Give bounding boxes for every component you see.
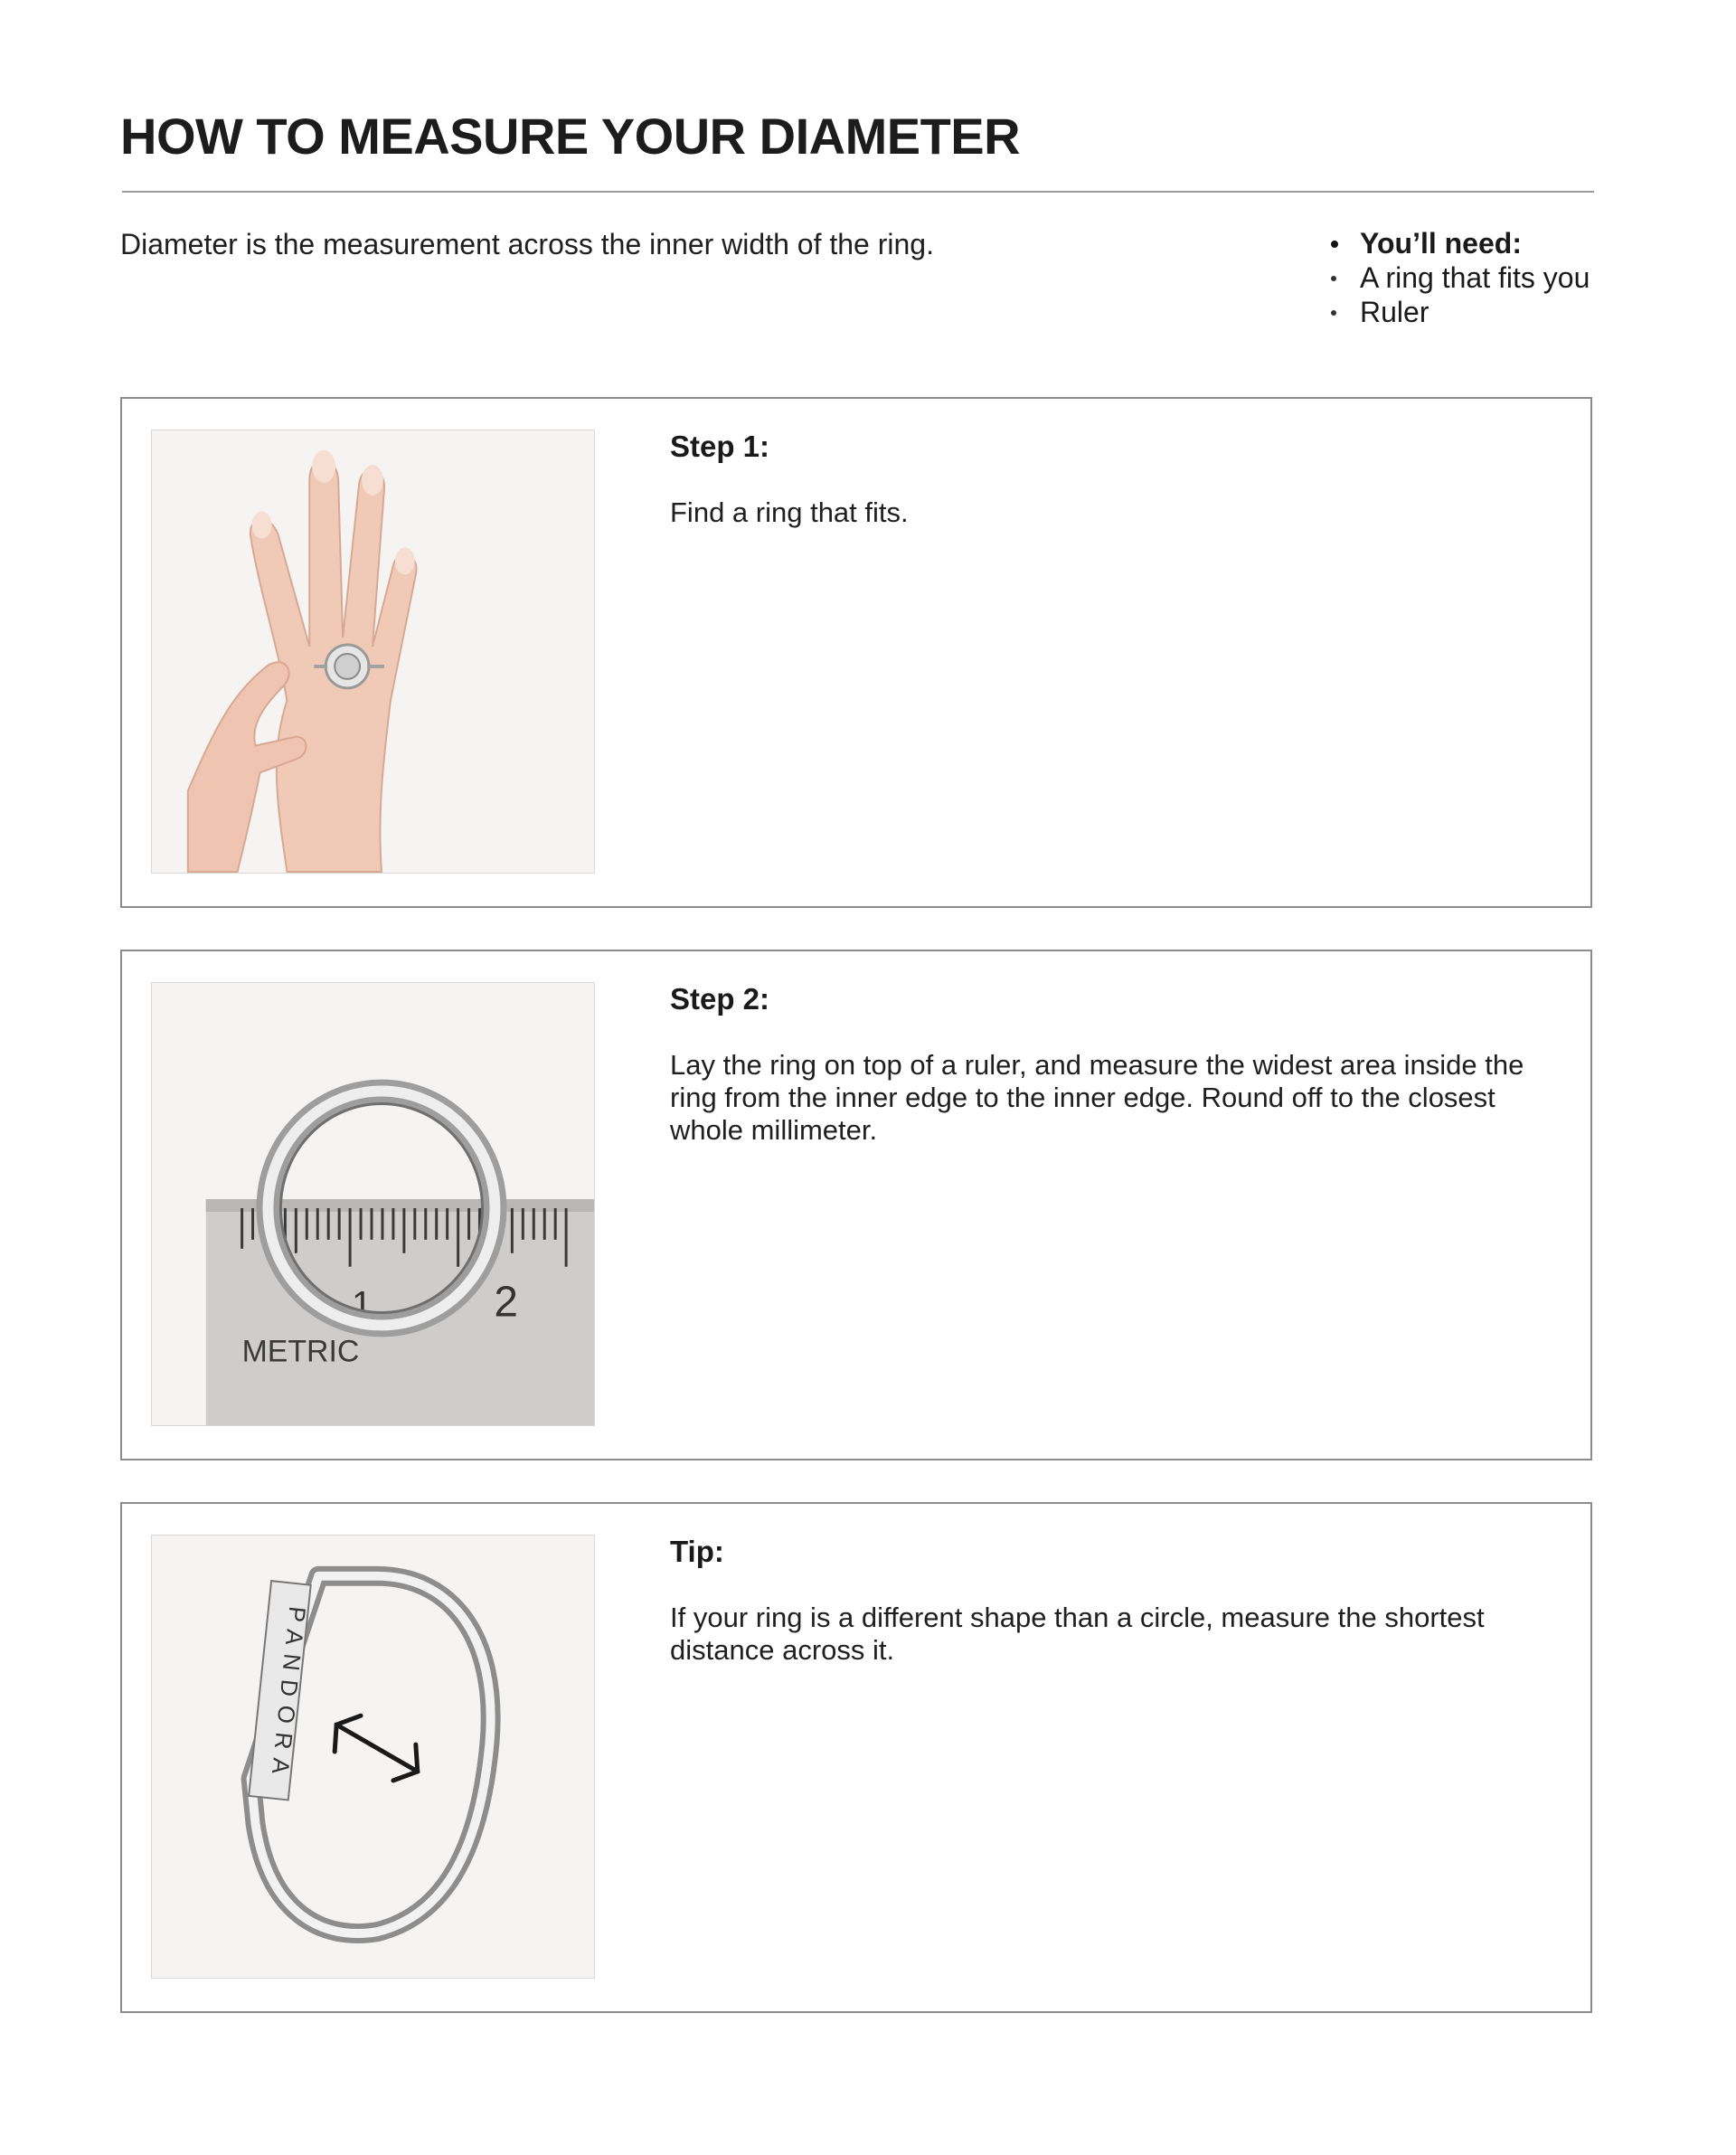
step-2-card <box>120 950 1592 1460</box>
shaped-ring-icon <box>152 1536 594 1978</box>
hand-with-ring-image <box>151 430 595 874</box>
intro-text: Diameter is the measurement across the inner width of the ring. <box>120 228 934 260</box>
requirement-item: Ruler <box>1327 295 1590 329</box>
double-arrow-icon <box>335 1715 418 1781</box>
ring-on-ruler-image <box>151 982 595 1426</box>
requirements-list <box>1327 226 1590 329</box>
step-title: Tip: <box>670 1535 724 1568</box>
step-text: Find a ring that fits. <box>670 496 909 528</box>
ring-engraving: PANDORA <box>265 1605 310 1784</box>
ruler-number: 1 <box>352 1284 373 1325</box>
ring-on-ruler-icon <box>152 983 594 1425</box>
tip-card <box>120 1502 1592 2013</box>
page-title: HOW TO MEASURE YOUR DIAMETER <box>120 108 1021 165</box>
step-title: Step 2: <box>670 982 770 1016</box>
ruler-label: METRIC <box>241 1334 360 1369</box>
shaped-ring-image <box>151 1535 595 1979</box>
ruler-number: 2 <box>494 1278 519 1327</box>
requirement-item: A ring that fits you <box>1327 260 1590 295</box>
step-title: Step 1: <box>670 430 770 463</box>
title-divider <box>122 191 1594 193</box>
step-text: Lay the ring on top of a ruler, and measure the widest area inside the ring from the inner edge to the inner edge. Round off to the closest whole millimeter. <box>670 1049 1524 1146</box>
step-text: If your ring is a different shape than a circle, measure the shortest distance across it. <box>670 1602 1485 1666</box>
hand-with-ring-icon <box>152 430 594 873</box>
requirements-heading: You’ll need: <box>1327 226 1590 260</box>
step-1-card <box>120 397 1592 908</box>
